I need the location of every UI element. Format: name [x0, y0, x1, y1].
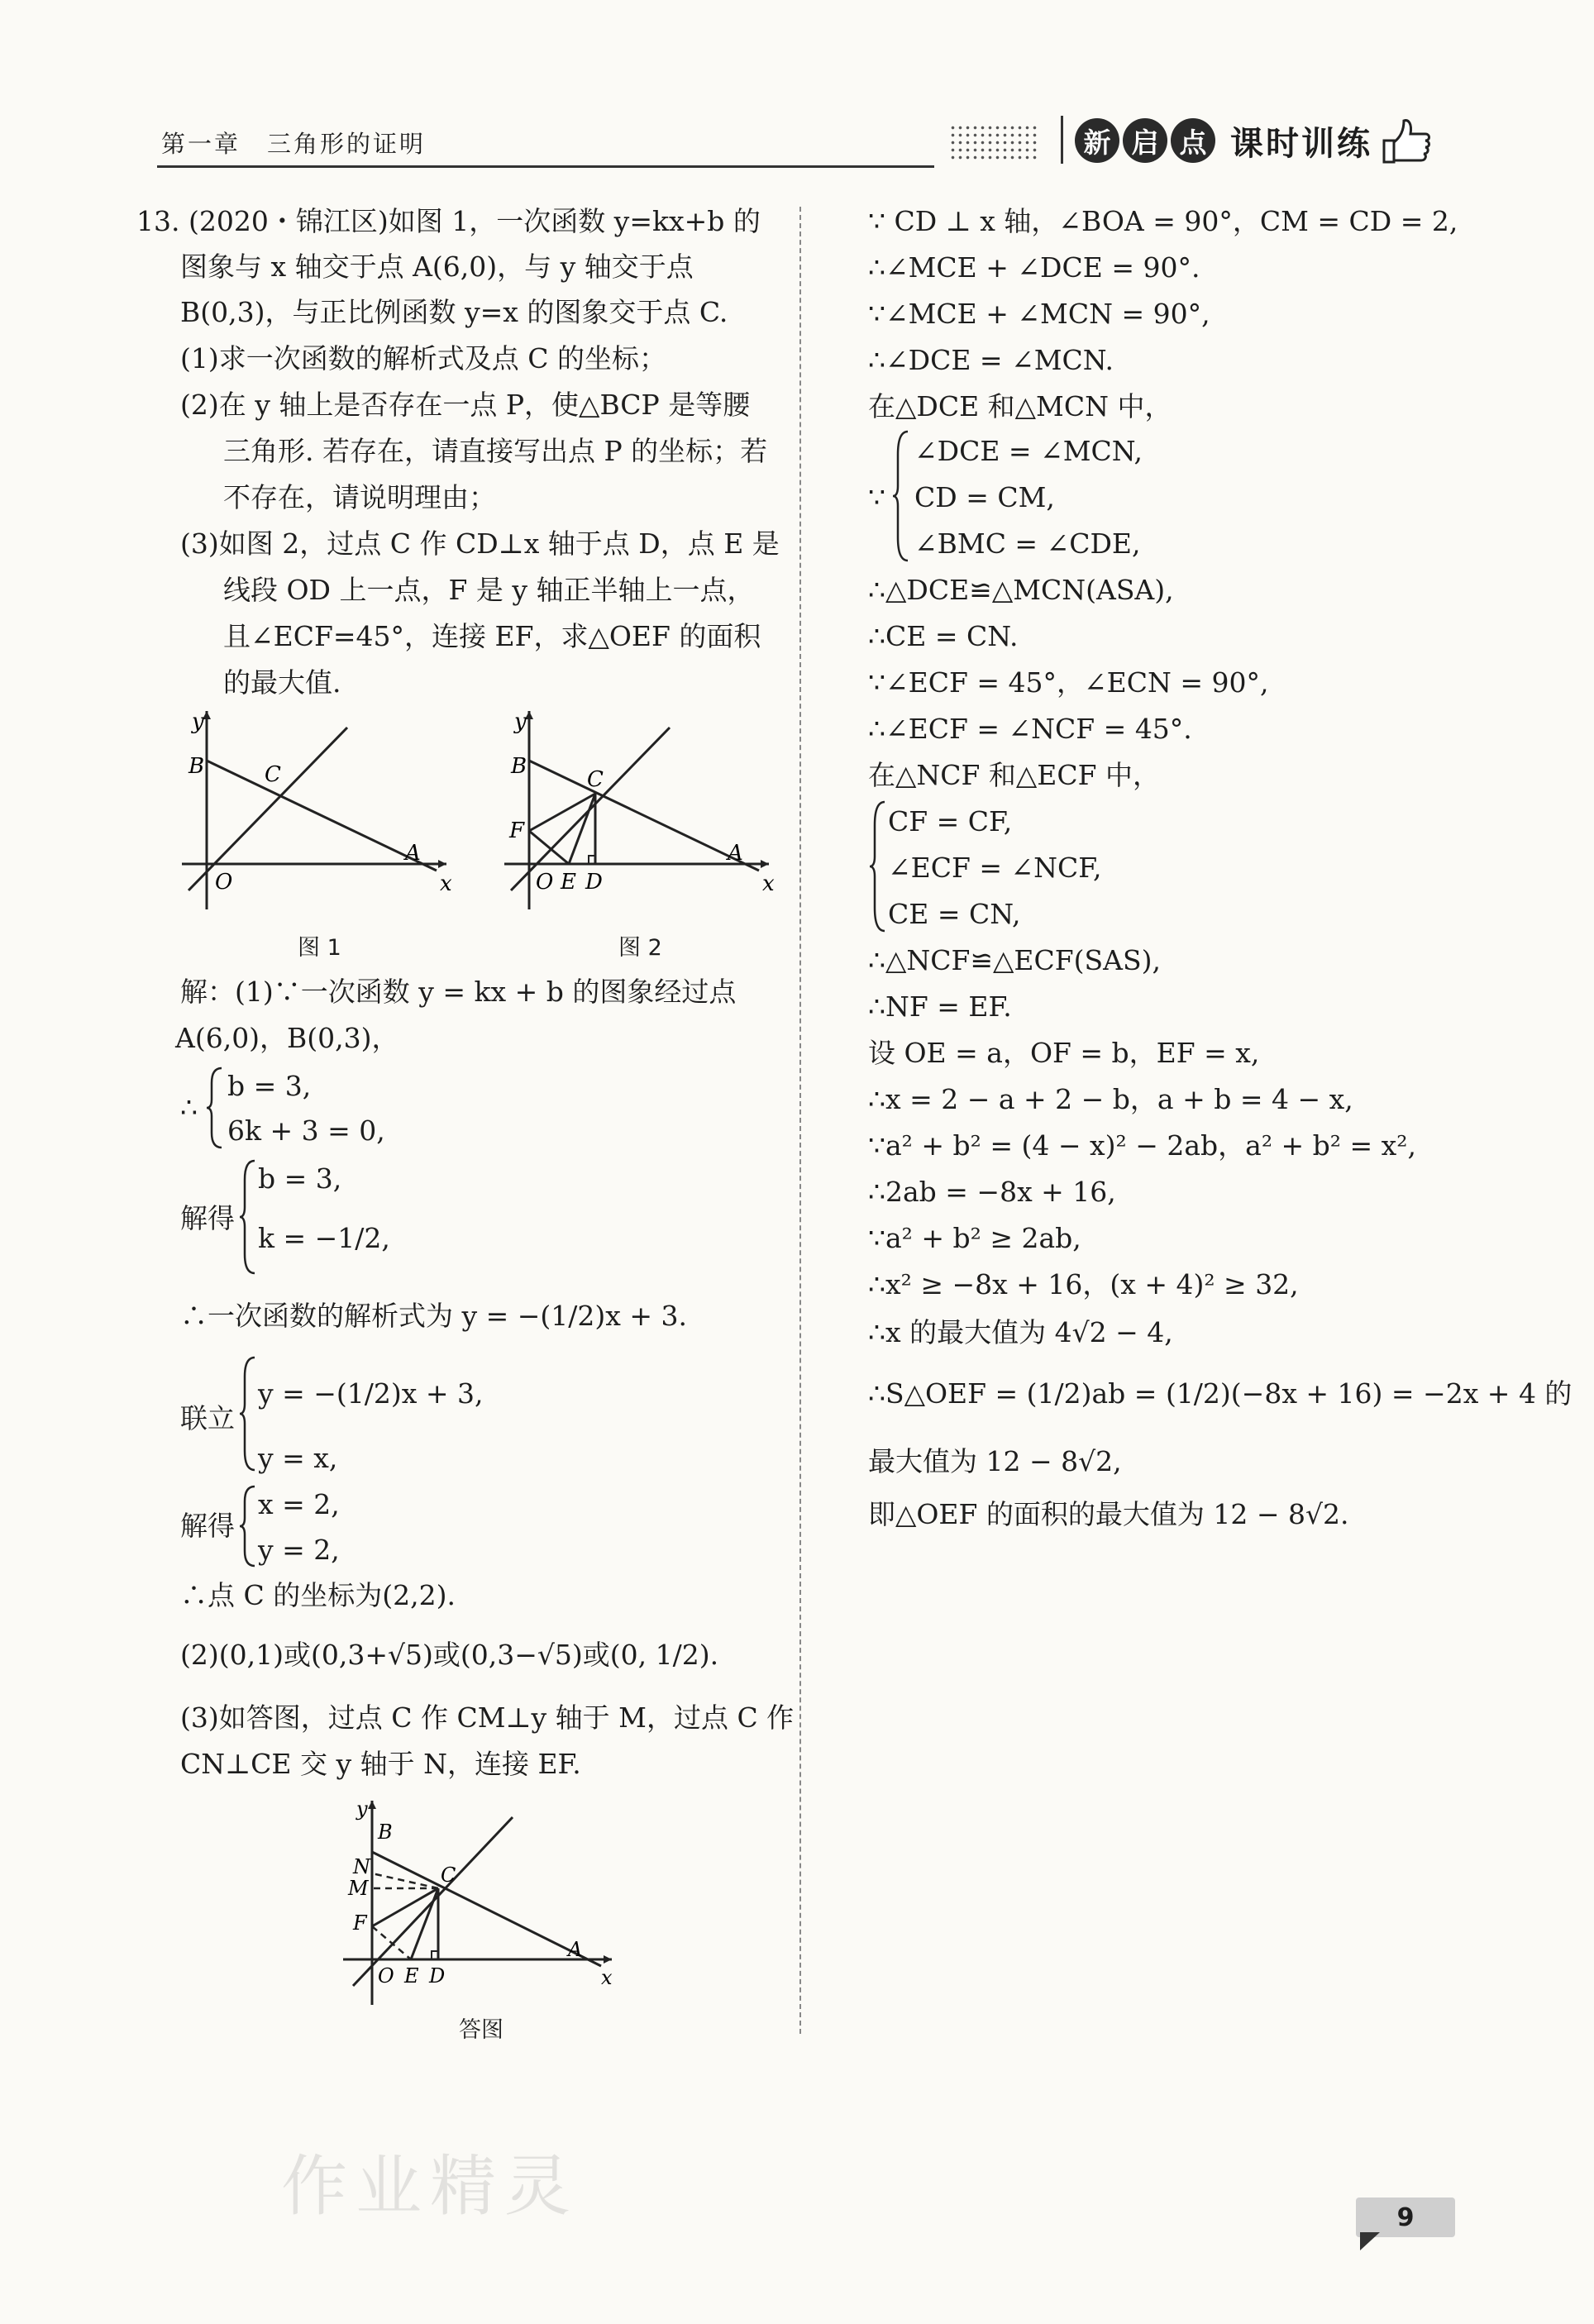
solution-line: ∴CE = CN.	[868, 620, 1019, 652]
page-number-tab	[1360, 2232, 1380, 2250]
svg-text:B: B	[378, 1821, 393, 1844]
solution-line: ∴x 的最大值为 4√2 − 4,	[868, 1316, 1173, 1348]
solution-line: ∴∠MCE + ∠DCE = 90°.	[868, 251, 1200, 284]
solution-line: ∵∠ECF = 45°，∠ECN = 90°,	[868, 666, 1269, 699]
solution-line: ∴NF = EF.	[868, 990, 1012, 1023]
question-line: 图象与 x 轴交于点 A(6,0)，与 y 轴交于点	[180, 251, 694, 283]
brace-icon	[868, 800, 888, 933]
solution-line: A(6,0)，B(0,3)，	[175, 1022, 399, 1054]
solution-line: 设 OE = a，OF = b，EF = x,	[868, 1037, 1260, 1069]
system-eq: x = 2,	[258, 1488, 340, 1520]
solve-word: 解得	[180, 1510, 235, 1542]
joint-word: 联立	[180, 1402, 235, 1434]
system-prefix: ∴	[180, 1091, 198, 1124]
label-y: y	[192, 709, 204, 734]
question-line: (2)在 y 轴上是否存在一点 P，使△BCP 是等腰	[180, 389, 751, 421]
system-eq: ∠BMC = ∠CDE,	[914, 527, 1141, 560]
system-eq: y = −(1/2)x + 3,	[258, 1377, 484, 1410]
label-b: B	[189, 754, 205, 779]
question-line: B(0,3)，与正比例函数 y=x 的图象交于点 C.	[180, 296, 728, 328]
header-divider	[1061, 116, 1063, 164]
solution-line: 解：(1)∵一次函数 y = kx + b 的图象经过点	[180, 976, 737, 1008]
system-eq: CD = CM,	[914, 481, 1055, 513]
system-eq: y = 2,	[258, 1534, 340, 1566]
brace-icon	[205, 1067, 225, 1149]
solution-line: ∵a² + b² = (4 − x)² − 2ab，a² + b² = x²,	[868, 1129, 1416, 1162]
brand-logo	[1075, 116, 1434, 165]
system-eq: 6k + 3 = 0,	[227, 1114, 385, 1147]
question-line: (1)求一次函数的解析式及点 C 的坐标；	[180, 342, 666, 375]
svg-text:N: N	[353, 1855, 370, 1878]
label-x: x	[440, 871, 452, 896]
system-eq: ∠DCE = ∠MCN,	[914, 435, 1143, 467]
svg-text:E: E	[561, 870, 576, 895]
line-ab	[207, 761, 437, 871]
answer-figure-caption: 答图	[459, 2017, 503, 2043]
system-eq: CF = CF,	[888, 805, 1013, 837]
label-a: A	[405, 841, 421, 866]
brand-char-2: 启	[1123, 118, 1167, 163]
solution-line: ∵∠MCE + ∠MCN = 90°,	[868, 298, 1210, 330]
system-prefix: ∵	[868, 481, 885, 513]
question-line: 且∠ECF=45°，连接 EF，求△OEF 的面积	[223, 620, 761, 652]
solution-line: ∴2ab = −8x + 16,	[868, 1176, 1116, 1208]
solution-line: ∴∠ECF = ∠NCF = 45°.	[868, 713, 1192, 745]
thumbs-up-icon	[1376, 116, 1434, 165]
solution-line: ∵a² + b² ≥ 2ab,	[868, 1222, 1081, 1254]
solution-line: 即△OEF 的面积的最大值为 12 − 8√2.	[868, 1498, 1349, 1530]
system-eq: b = 3,	[258, 1162, 342, 1195]
solution-line: 在△NCF 和△ECF 中，	[868, 759, 1160, 791]
segment-ce	[569, 794, 595, 864]
svg-text:A: A	[568, 1938, 583, 1961]
system-eq: ∠ECF = ∠NCF,	[888, 852, 1102, 884]
svg-text:x: x	[762, 871, 775, 896]
svg-text:M: M	[348, 1877, 369, 1900]
solve-word: 解得	[180, 1202, 235, 1234]
svg-text:O: O	[378, 1964, 394, 1988]
solution-line: ∴△DCE≌△MCN(ASA),	[868, 574, 1174, 606]
label-c: C	[265, 762, 281, 787]
solution-line: CN⊥CE 交 y 轴于 N，连接 EF.	[180, 1748, 581, 1780]
svg-text:C: C	[587, 767, 604, 792]
figure-1	[174, 707, 455, 914]
question-line: 三角形. 若存在，请直接写出点 P 的坐标；若	[223, 435, 768, 467]
solution-line: ∴x² ≥ −8x + 16，(x + 4)² ≥ 32,	[868, 1268, 1299, 1300]
question-line: 的最大值.	[223, 666, 341, 699]
brace-icon	[238, 1485, 258, 1568]
svg-text:D: D	[429, 1964, 446, 1988]
question-line: (3)如图 2，过点 C 作 CD⊥x 轴于点 D，点 E 是	[180, 527, 780, 560]
segment-cf	[529, 794, 595, 831]
column-separator	[799, 207, 801, 2034]
figure-1-caption: 图 1	[298, 935, 341, 961]
brand-text: 课时训练	[1230, 124, 1372, 163]
svg-text:C: C	[441, 1863, 456, 1887]
svg-text:y: y	[514, 709, 527, 734]
brace-icon	[238, 1356, 258, 1472]
solution-line: (3)如答图，过点 C 作 CM⊥y 轴于 M，过点 C 作	[180, 1701, 795, 1734]
svg-text:y: y	[356, 1797, 368, 1821]
brace-icon	[238, 1159, 258, 1275]
solution-line: ∴∠DCE = ∠MCN.	[868, 344, 1114, 376]
svg-text:B: B	[511, 754, 527, 779]
question-line: 线段 OD 上一点，F 是 y 轴正半轴上一点，	[223, 574, 755, 606]
svg-text:E: E	[404, 1964, 419, 1988]
solution-line: ∴S△OEF = (1/2)ab = (1/2)(−8x + 16) = −2x + 4 的	[868, 1377, 1573, 1410]
solution-line: 在△DCE 和△MCN 中，	[868, 390, 1172, 422]
svg-text:A: A	[728, 841, 743, 866]
watermark: 作业精灵	[281, 2148, 579, 2225]
solution-line: ∴△NCF≌△ECF(SAS),	[868, 944, 1161, 976]
system-eq: b = 3,	[227, 1070, 312, 1102]
line-y-eq-x	[189, 728, 347, 890]
answer-figure	[335, 1794, 616, 2009]
figure-2-caption: 图 2	[618, 935, 662, 961]
brand-char-3: 点	[1171, 118, 1215, 163]
figure-2	[496, 707, 777, 914]
chapter-title: 第一章 三角形的证明	[161, 130, 427, 158]
solution-line: ∴点 C 的坐标为(2,2).	[180, 1579, 456, 1611]
header-dot-pattern	[949, 124, 1040, 160]
header-rule	[157, 165, 934, 168]
system-eq: y = x,	[258, 1442, 338, 1474]
system-eq: k = −1/2,	[258, 1222, 390, 1254]
question-line: 13. (2020・锦江区)如图 1，一次函数 y=kx+b 的	[136, 205, 761, 237]
brace-icon	[891, 430, 911, 562]
page-number: 9	[1356, 2198, 1455, 2237]
svg-text:F: F	[509, 818, 525, 843]
question-line: 不存在，请说明理由；	[223, 481, 496, 513]
svg-text:D: D	[585, 870, 603, 895]
solution-line: 最大值为 12 − 8√2,	[868, 1445, 1122, 1477]
brand-char-1: 新	[1075, 118, 1119, 163]
svg-text:O: O	[536, 870, 554, 895]
system-eq: CE = CN,	[888, 898, 1021, 930]
solution-line: ∵ CD ⊥ x 轴，∠BOA = 90°，CM = CD = 2,	[868, 205, 1458, 237]
solution-line: ∴一次函数的解析式为 y = −(1/2)x + 3.	[180, 1300, 687, 1332]
svg-text:x: x	[601, 1966, 613, 1989]
label-o: O	[215, 870, 233, 895]
solution-line: ∴x = 2 − a + 2 − b，a + b = 4 − x,	[868, 1083, 1353, 1115]
svg-text:F: F	[353, 1911, 367, 1935]
solution-line: (2)(0,1)或(0,3+√5)或(0,3−√5)或(0, 1/2).	[180, 1639, 719, 1671]
